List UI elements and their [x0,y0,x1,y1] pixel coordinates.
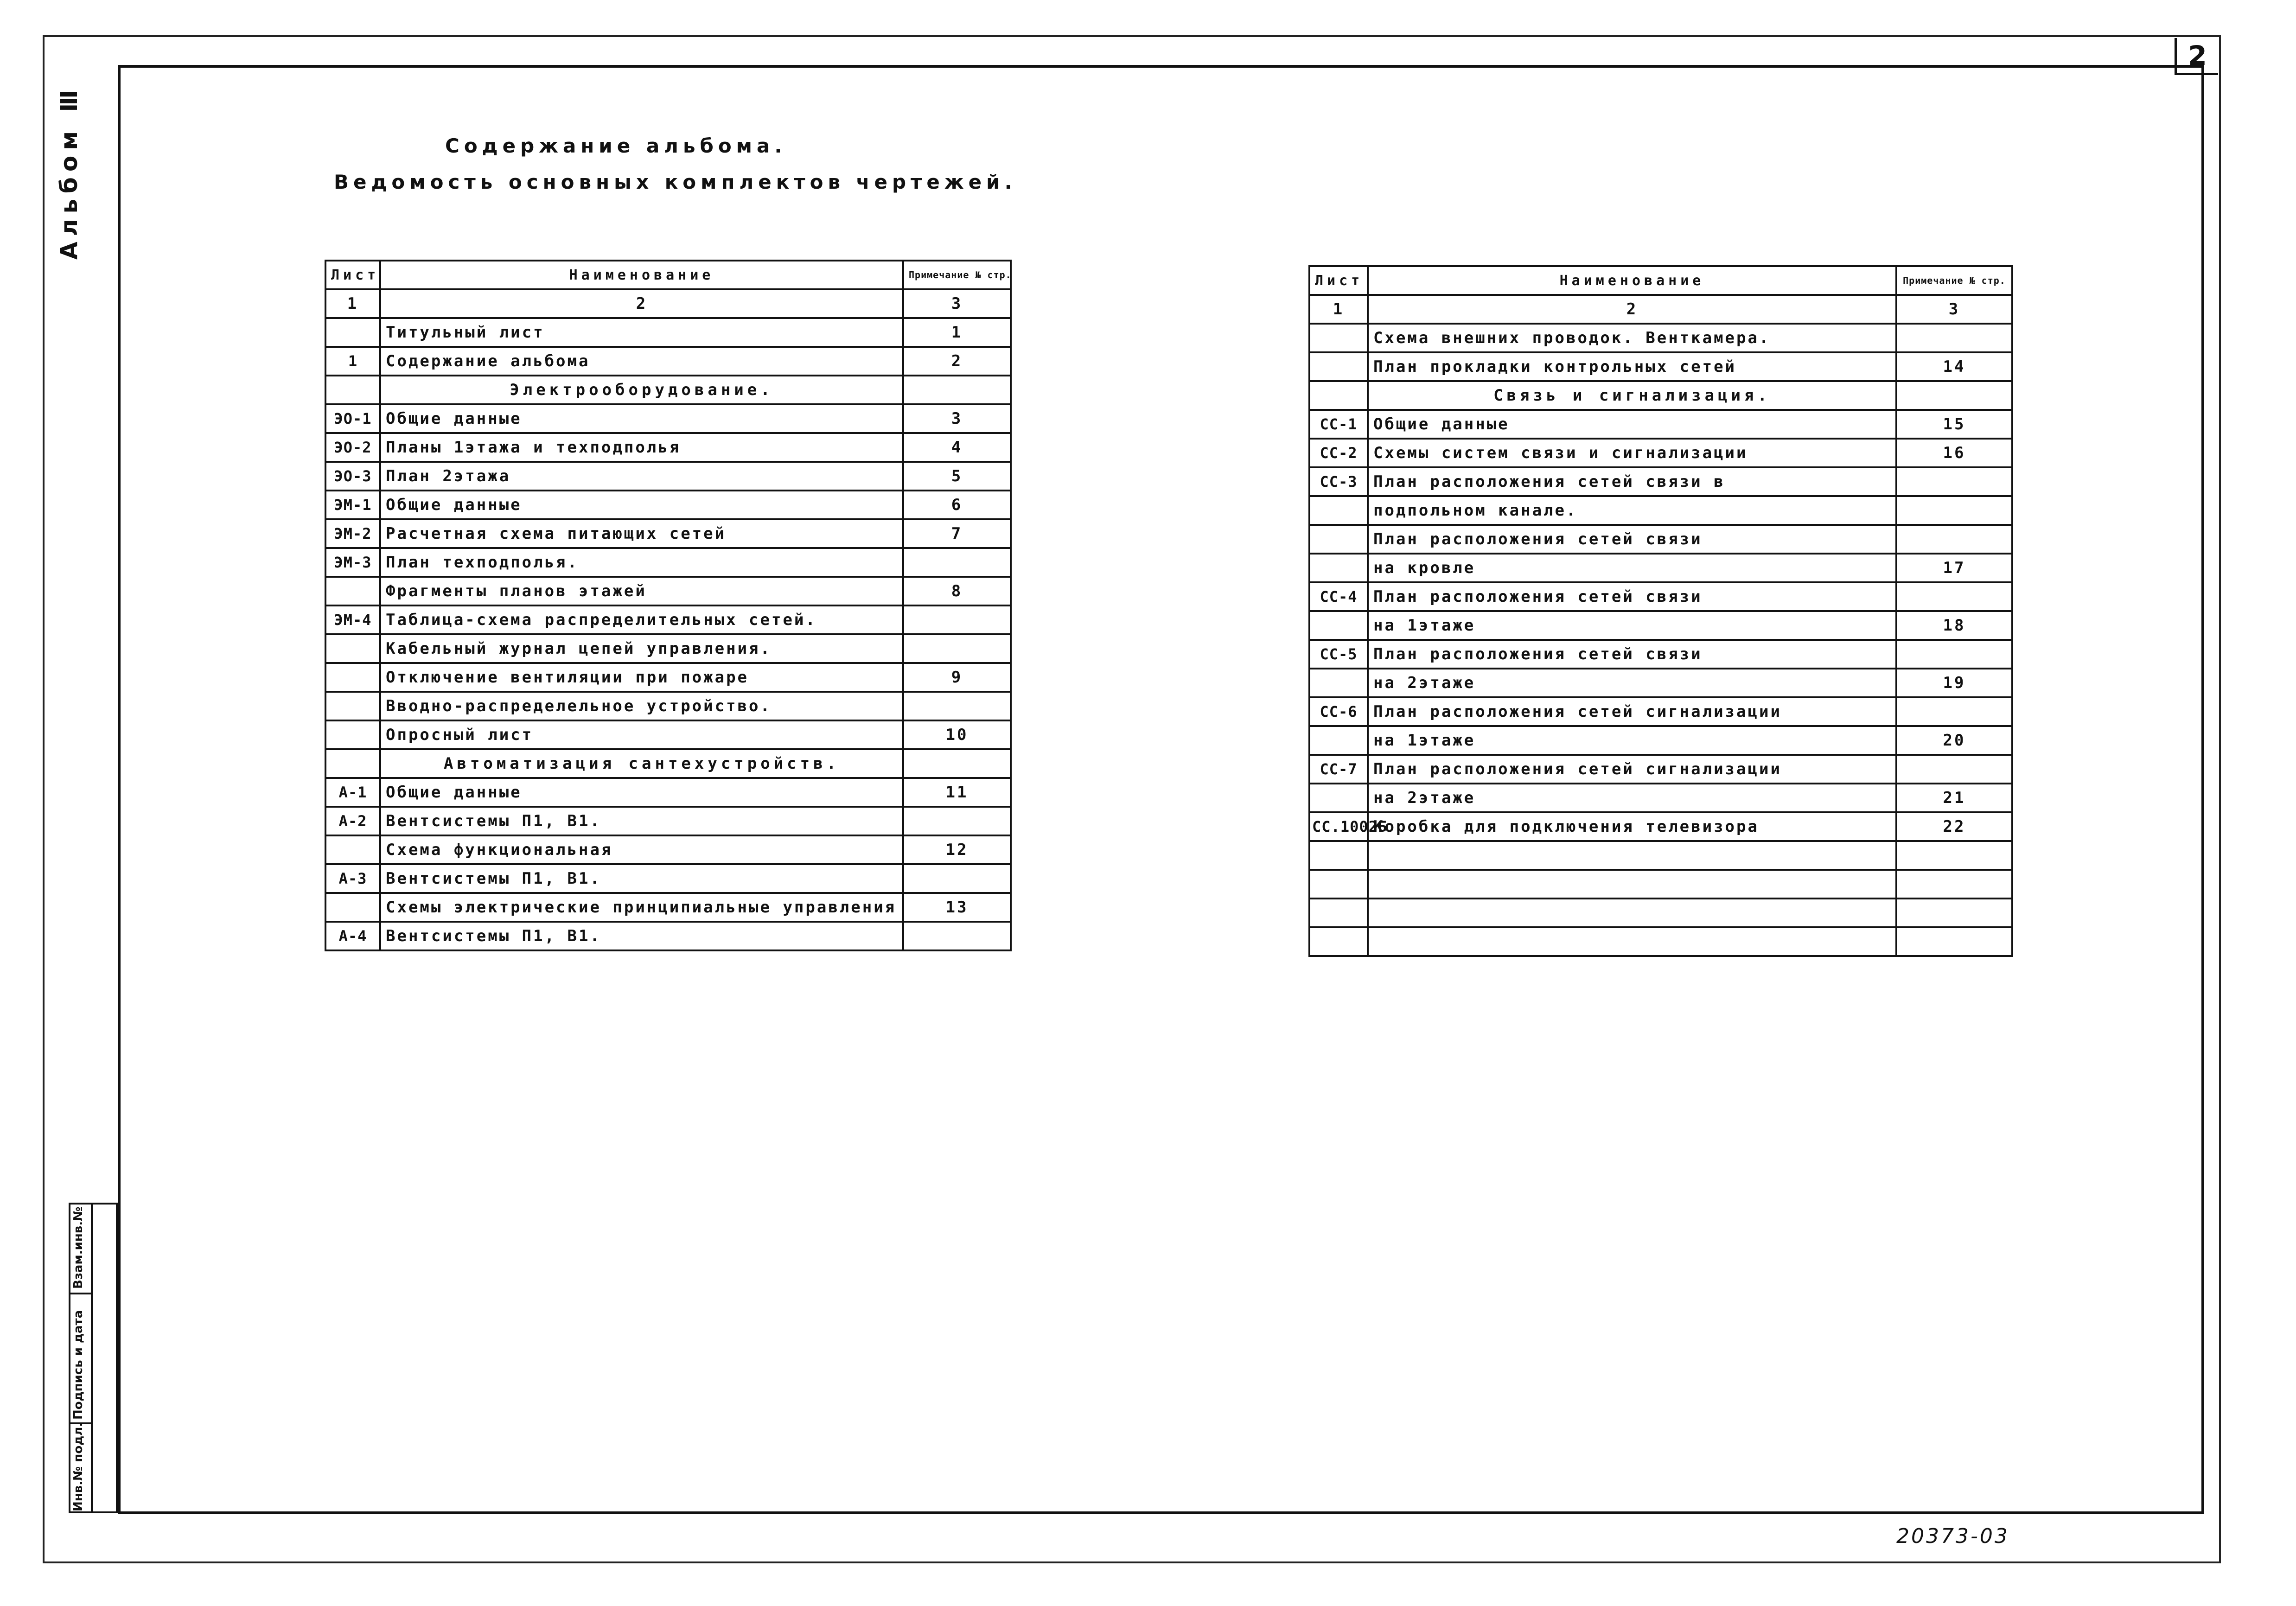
table-row [1309,669,2012,697]
stamp-sign-date: Подпись и дата [71,1310,85,1420]
row-sheet: ЭО-2 [325,433,380,462]
row-note: 7 [903,519,1011,548]
table-row [1309,927,2012,956]
header-sheet: Лист [1309,266,1368,295]
row-note: 22 [1896,812,2012,841]
row-name: на 2этаже [1368,784,1896,812]
row-name: Кабельный журнал цепей управления. [380,634,903,663]
table-row [325,404,1011,433]
row-sheet: СС-2 [1309,439,1368,467]
header-note: Примечание № стр. [1896,266,2012,295]
contents-table-left [325,260,1012,951]
row-sheet [1309,726,1368,755]
table-row [1309,582,2012,611]
row-name: Общие данные [1368,410,1896,439]
index-name: 2 [1368,295,1896,324]
row-note: 13 [903,893,1011,922]
row-name: Содержание альбома [380,347,903,376]
index-sheet: 1 [325,289,380,318]
row-name: Таблица-схема распределительных сетей. [380,605,903,634]
row-sheet: ЭМ-2 [325,519,380,548]
row-sheet: СС.1002Б [1309,812,1368,841]
row-name: Общие данные [380,778,903,807]
row-note: 19 [1896,669,2012,697]
title-line-2: Ведомость основных комплектов чертежей. [334,171,1017,193]
row-name: Схемы электрические принципиальные управления [380,893,903,922]
row-note [1896,381,2012,410]
index-sheet: 1 [1309,295,1368,324]
table-row [325,462,1011,491]
row-sheet: А-4 [325,922,380,950]
row-note [1896,324,2012,352]
stamp-cell-replace [70,1204,93,1293]
table-row [1309,467,2012,496]
row-note [1896,467,2012,496]
row-sheet [1309,669,1368,697]
row-note [903,634,1011,663]
header-sheet: Лист [325,261,380,289]
row-name: Схемы систем связи и сигнализации [1368,439,1896,467]
row-note: 2 [903,347,1011,376]
row-name: Титульный лист [380,318,903,347]
table-row [325,548,1011,577]
table-row [1309,899,2012,927]
table-row [325,720,1011,749]
row-sheet: СС-4 [1309,582,1368,611]
row-sheet: СС-1 [1309,410,1368,439]
row-note [1896,496,2012,525]
row-note: 14 [1896,352,2012,381]
row-note [1896,841,2012,870]
table-body [325,318,1011,950]
row-sheet: ЭМ-4 [325,605,380,634]
row-sheet [325,749,380,778]
row-note: 8 [903,577,1011,605]
row-name: Общие данные [380,491,903,519]
row-name: Фрагменты планов этажей [380,577,903,605]
row-sheet [1309,381,1368,410]
row-name: Общие данные [380,404,903,433]
table-row [325,433,1011,462]
row-sheet: А-2 [325,807,380,835]
table-row [1309,870,2012,899]
table-row [325,835,1011,864]
row-name: План расположения сетей сигнализации [1368,697,1896,726]
row-name [1368,841,1896,870]
row-note: 18 [1896,611,2012,640]
row-name [1368,927,1896,956]
index-note: 3 [903,289,1011,318]
table-row [1309,381,2012,410]
row-name: на 2этаже [1368,669,1896,697]
row-note: 5 [903,462,1011,491]
row-sheet: ЭО-3 [325,462,380,491]
row-name: План прокладки контрольных сетей [1368,352,1896,381]
row-sheet [325,663,380,692]
table-row [325,807,1011,835]
row-name: Связь и сигнализация. [1368,381,1896,410]
row-name: План расположения сетей связи в [1368,467,1896,496]
table-row [1309,324,2012,352]
row-note [1896,525,2012,554]
row-name: План расположения сетей связи [1368,582,1896,611]
row-sheet: ЭМ-1 [325,491,380,519]
row-sheet [1309,496,1368,525]
row-sheet [325,634,380,663]
row-note: 1 [903,318,1011,347]
row-name: Схема внешних проводок. Венткамера. [1368,324,1896,352]
row-name: на 1этаже [1368,611,1896,640]
row-name: План 2этажа [380,462,903,491]
row-note [1896,870,2012,899]
row-sheet [1309,525,1368,554]
table-row [1309,410,2012,439]
table-row [1309,697,2012,726]
row-sheet [325,720,380,749]
row-name: План техподполья. [380,548,903,577]
row-name: на кровле [1368,554,1896,582]
row-sheet: СС-3 [1309,467,1368,496]
row-name: подпольном канале. [1368,496,1896,525]
row-note [903,864,1011,893]
stamp-replace-inv: Взам.инв.№ [71,1206,85,1289]
row-note [903,749,1011,778]
row-sheet [1309,927,1368,956]
row-sheet: ЭО-1 [325,404,380,433]
title-line-1: Содержание альбома. [445,134,787,157]
row-sheet [325,893,380,922]
row-name [1368,870,1896,899]
table-row [1309,352,2012,381]
header-name: Наименование [1368,266,1896,295]
table-row [1309,784,2012,812]
stamp-cell-sign [70,1293,93,1422]
table-index-row [1309,295,2012,324]
table-row [325,634,1011,663]
table-row [325,519,1011,548]
row-note: 9 [903,663,1011,692]
table-row [1309,439,2012,467]
album-label: Альбом Ⅲ [56,84,83,260]
row-note [1896,755,2012,784]
table-row [325,577,1011,605]
table-body [1309,324,2012,956]
table-row [1309,525,2012,554]
row-note [1896,899,2012,927]
table-row [325,692,1011,720]
row-sheet: СС-5 [1309,640,1368,669]
header-name: Наименование [380,261,903,289]
row-name: Вентсистемы П1, В1. [380,922,903,950]
row-note: 15 [1896,410,2012,439]
row-note [1896,582,2012,611]
table-row [325,893,1011,922]
row-note [1896,640,2012,669]
table-header-row [1309,266,2012,295]
row-sheet [1309,324,1368,352]
row-sheet [1309,784,1368,812]
table-row [325,864,1011,893]
table-row [325,347,1011,376]
approval-stamp [69,1203,118,1513]
table-row [1309,812,2012,841]
row-note [1896,697,2012,726]
row-name: План расположения сетей сигнализации [1368,755,1896,784]
row-name: Схема функциональная [380,835,903,864]
row-note: 3 [903,404,1011,433]
row-name: Вводно-распределельное устройство. [380,692,903,720]
table-row [1309,726,2012,755]
row-sheet: А-1 [325,778,380,807]
table-row [1309,841,2012,870]
row-note: 11 [903,778,1011,807]
row-note: 6 [903,491,1011,519]
row-sheet: А-3 [325,864,380,893]
row-name: Расчетная схема питающих сетей [380,519,903,548]
row-note [903,692,1011,720]
row-sheet: СС-7 [1309,755,1368,784]
row-sheet [325,692,380,720]
row-name: на 1этаже [1368,726,1896,755]
stamp-cell-inv [70,1422,93,1513]
row-name: План расположения сетей связи [1368,640,1896,669]
row-name [1368,899,1896,927]
contents-table-right [1308,265,2013,957]
row-sheet: СС-6 [1309,697,1368,726]
table-row [325,749,1011,778]
row-sheet: 1 [325,347,380,376]
row-name: Автоматизация сантехустройств. [380,749,903,778]
row-sheet [325,835,380,864]
row-note: 12 [903,835,1011,864]
index-name: 2 [380,289,903,318]
table-row [1309,755,2012,784]
row-note [903,605,1011,634]
row-sheet [1309,611,1368,640]
table-row [325,663,1011,692]
row-sheet [1309,554,1368,582]
row-note [903,807,1011,835]
row-name: Планы 1этажа и техподполья [380,433,903,462]
table-header-row [325,261,1011,289]
row-sheet [325,577,380,605]
table-row [325,605,1011,634]
row-note: 20 [1896,726,2012,755]
table-row [325,922,1011,950]
table-row [325,778,1011,807]
table-row [1309,611,2012,640]
row-sheet [325,318,380,347]
row-note [903,548,1011,577]
row-note [1896,927,2012,956]
row-note: 10 [903,720,1011,749]
table-row [325,318,1011,347]
row-note: 4 [903,433,1011,462]
row-note: 17 [1896,554,2012,582]
row-name: Опросный лист [380,720,903,749]
row-note: 21 [1896,784,2012,812]
row-name: Отключение вентиляции при пожаре [380,663,903,692]
table-index-row [325,289,1011,318]
stamp-label-column [70,1204,93,1511]
row-name: Коробка для подключения телевизора [1368,812,1896,841]
stamp-inv-no: Инв.№ подл. [71,1422,85,1511]
row-name: План расположения сетей связи [1368,525,1896,554]
index-note: 3 [1896,295,2012,324]
row-sheet: ЭМ-3 [325,548,380,577]
page-number: 2 [2175,38,2218,75]
document-code: 20373-03 [1896,1524,2009,1548]
header-note: Примечание № стр. [903,261,1011,289]
row-note [903,922,1011,950]
row-sheet [1309,899,1368,927]
row-note [903,376,1011,404]
table-row [325,376,1011,404]
row-note: 16 [1896,439,2012,467]
row-sheet [1309,352,1368,381]
table-row [1309,640,2012,669]
table-row [1309,496,2012,525]
row-sheet [1309,870,1368,899]
row-sheet [325,376,380,404]
row-name: Вентсистемы П1, В1. [380,807,903,835]
row-sheet [1309,841,1368,870]
table-row [325,491,1011,519]
row-name: Вентсистемы П1, В1. [380,864,903,893]
row-name: Электрооборудование. [380,376,903,404]
table-row [1309,554,2012,582]
